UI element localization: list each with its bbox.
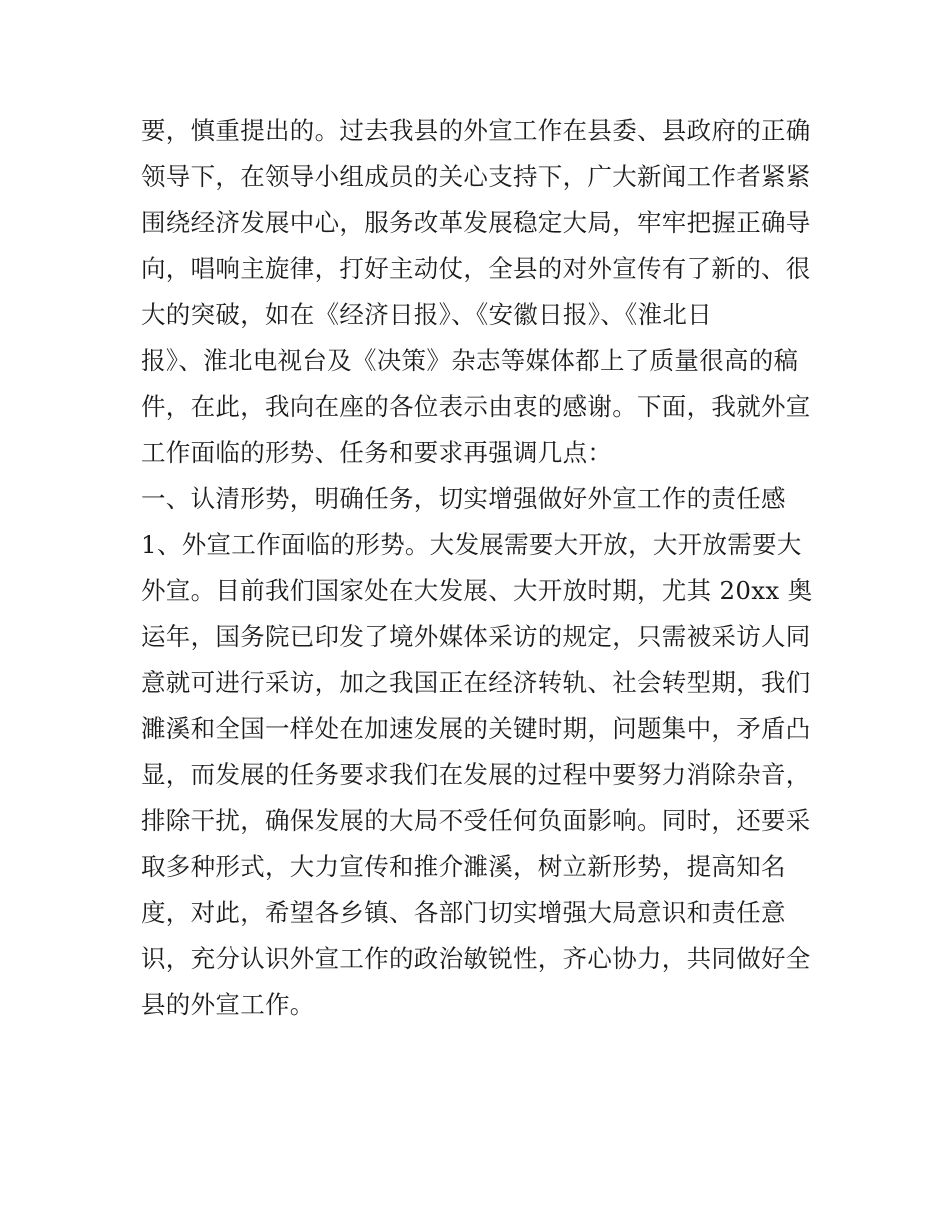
text-line: 识，充分认识外宣工作的政治敏锐性，齐心协力，共同做好全 [141, 944, 811, 973]
text-line: 要，慎重提出的。过去我县的外宣工作在县委、县政府的正确 [141, 116, 811, 145]
text-line: 报》、淮北电视台及《决策》杂志等媒体都上了质量很高的稿 [141, 346, 799, 375]
text-line: 显，而发展的任务要求我们在发展的过程中要努力消除杂音， [141, 760, 811, 789]
text-line: 运年，国务院已印发了境外媒体采访的规定，只需被采访人同 [141, 622, 811, 651]
text-line: 领导下，在领导小组成员的关心支持下，广大新闻工作者紧紧 [141, 162, 811, 191]
document-body [141, 108, 821, 1028]
text-line: 取多种形式，大力宣传和推介濉溪，树立新形势，提高知名 [141, 852, 786, 881]
text-line: 排除干扰，确保发展的大局不受任何负面影响。同时，还要采 [141, 806, 811, 835]
text-line: 1、外宣工作面临的形势。大发展需要大开放，大开放需要大 [141, 530, 802, 559]
text-line: 县的外宣工作。 [141, 990, 315, 1019]
text-line: 件，在此，我向在座的各位表示由衷的感谢。下面，我就外宣 [141, 392, 811, 421]
text-line: 工作面临的形势、任务和要求再强调几点： [141, 438, 613, 467]
text-line: 意就可进行采访，加之我国正在经济转轨、社会转型期，我们 [141, 668, 811, 697]
text-line: 外宣。目前我们国家处在大发展、大开放时期，尤其 20xx 奥 [141, 576, 813, 605]
text-line: 濉溪和全国一样处在加速发展的关键时期，问题集中，矛盾凸 [141, 714, 811, 743]
text-line: 大的突破，如在《经济日报》、《安徽日报》、《淮北日 [141, 300, 712, 329]
text-line: 度，对此，希望各乡镇、各部门切实增强大局意识和责任意 [141, 898, 786, 927]
section-heading: 一、认清形势，明确任务，切实增强做好外宣工作的责任感 [141, 484, 786, 513]
text-line: 围绕经济发展中心，服务改革发展稳定大局，牢牢把握正确导 [141, 208, 811, 237]
text-line: 向，唱响主旋律，打好主动仗，全县的对外宣传有了新的、很 [141, 254, 811, 283]
